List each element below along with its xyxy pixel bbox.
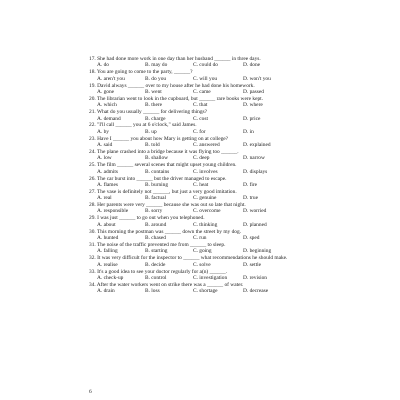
answer-option: C. answered [193,142,220,149]
question-item [89,269,321,282]
answer-option: D. true [243,195,258,202]
question-stem: 24. The plane crashed into a bridge because it was flying too ______. [89,148,239,155]
answer-option: D. where [243,102,263,109]
answer-option: C. cost [193,115,208,122]
answer-option: B. contains [145,168,170,175]
answer-option: D. beginning [243,248,272,255]
answer-option: D. done [243,62,261,69]
answer-option: B. there [145,102,163,109]
answer-option: D. passed [243,88,264,95]
answer-options [89,129,321,135]
answer-option: A. said [97,142,113,149]
answer-option: D. price [243,115,261,122]
answer-option: D. sped [243,235,260,242]
answer-option: C. will you [193,75,218,82]
answer-option: A. about [97,221,116,228]
answer-option: A. which [97,102,117,109]
answer-option: B. shallow [145,155,169,162]
answer-option: D. revision [243,274,267,281]
answer-option: C. run [193,235,207,242]
answer-option: B. chased [145,235,166,242]
answer-option: A. real [97,195,112,202]
question-item [89,215,321,228]
answer-option: C. involves [193,168,218,175]
question-stem: 25. The film ______ several scenes that might upset young children. [89,162,237,169]
question-stem: 27. The vase is definitely not ______, but just a very good imitation. [89,188,237,195]
answer-option: A. aren't you [97,75,125,82]
answer-option: C. that [193,102,208,109]
question-item [89,109,321,122]
question-stem: 19. David always ______ over to my house after he had done his homework. [89,82,255,89]
answer-option: B. burning [145,181,169,188]
answer-option: D. explained [243,142,271,149]
answer-option: D. planned [243,221,267,228]
answer-option: C. shortage [193,288,218,295]
answer-option: A. falling [97,248,118,255]
question-stem: 32. It was very difficult for the inspector to ______ what recommendations he should make. [89,255,288,262]
answer-option: C. thinking [193,221,218,228]
question-stem: 34. After the water workers went on strike there was a ______ of water. [89,281,244,288]
answer-options [89,155,321,161]
answer-option: B. told [145,142,160,149]
question-stem: 29. I was just ______ to go out when you telephoned. [89,215,205,222]
answer-options [89,76,321,82]
answer-option: B. charge [145,115,166,122]
answer-option: D. in [243,128,254,135]
answer-option: C. going [193,248,212,255]
answer-option: B. loss [145,288,160,295]
answer-option: A. check-up [97,274,124,281]
page-number: 6 [89,389,92,395]
answer-options [89,89,321,95]
answer-option: D. decrease [243,288,269,295]
answer-option: D. fire [243,181,258,188]
answer-option: A. drain [97,288,115,295]
answer-options [89,275,321,281]
answer-option: B. decide [145,261,166,268]
question-item [89,229,321,242]
answer-options [89,116,321,122]
question-item [89,255,321,268]
answer-option: B. factual [145,195,166,202]
question-stem: 17. She had done more work in one day than her husband ______ in three days. [89,56,261,62]
question-item [89,69,321,82]
question-stem: 23. Have I ______ you about how Mary is getting on at college? [89,135,229,142]
answer-option: B. up [145,128,157,135]
question-list [89,56,321,295]
answer-options [89,182,321,188]
question-item [89,96,321,109]
answer-options [89,222,321,228]
answer-option: C. came [193,88,211,95]
answer-options [89,208,321,214]
answer-option: A. demand [97,115,121,122]
question-item [89,242,321,255]
answer-option: A. admits [97,168,118,175]
answer-option: C. solve [193,261,211,268]
question-stem: 30. This morning the postman was ______ down the street by my dog. [89,228,242,235]
answer-options [89,62,321,68]
answer-option: C. could do [193,62,219,69]
question-item [89,202,321,215]
answer-options [89,102,321,108]
question-stem: 21. What do you usually ______ for delivering things? [89,109,208,116]
question-item [89,189,321,202]
answer-option: A. gone [97,88,115,95]
answer-options [89,248,321,254]
answer-option: A. do [97,62,109,69]
answer-option: B. sorry [145,208,163,215]
question-item [89,282,321,295]
answer-option: D. narrow [243,155,265,162]
question-item [89,149,321,162]
answer-option: B. control [145,274,167,281]
question-stem: 20. The librarian went to look in the cupboard, but ______ rare books were kept. [89,95,264,102]
answer-option: C. heat [193,181,209,188]
answer-options [89,262,321,268]
answer-option: D. displays [243,168,268,175]
answer-option: C. deep [193,155,210,162]
question-stem: 22. "I'll call ______ you at 6 o'clock," said James. [89,122,197,129]
question-item [89,136,321,149]
answer-option: B. went [145,88,162,95]
answer-option: C. investigation [193,274,228,281]
answer-option: A. low [97,155,112,162]
answer-option: A. hunted [97,235,119,242]
answer-option: B. do you [145,75,167,82]
answer-option: D. won't you [243,75,271,82]
answer-option: B. starting [145,248,168,255]
question-item [89,83,321,96]
answer-options [89,195,321,201]
question-stem: 33. It's a good idea to see your doctor regularly for a(n) ______. [89,268,228,275]
answer-options [89,235,321,241]
question-item [89,176,321,189]
question-stem: 28. Her parents were very ______ because she was out so late that night. [89,202,246,209]
question-stem: 26. The car burst into ______ but the driver managed to escape. [89,175,227,182]
answer-option: A. flames [97,181,118,188]
answer-option: D. worried [243,208,267,215]
answer-options [89,142,321,148]
answer-option: A. responsible [97,208,129,215]
answer-option: B. around [145,221,167,228]
answer-option: C. genuine [193,195,217,202]
question-item [89,56,321,69]
answer-option: C. for [193,128,206,135]
answer-options [89,169,321,175]
answer-option: D. settle [243,261,261,268]
answer-options [89,288,321,294]
question-stem: 18. You are going to come to the party, ______? [89,69,193,76]
question-item [89,122,321,135]
answer-option: A. realise [97,261,118,268]
question-stem: 31. The noise of the traffic prevented me from ______ to sleep. [89,241,226,248]
answer-option: B. may do [145,62,168,69]
answer-option: A. by [97,128,109,135]
question-item [89,162,321,175]
answer-option: C. overcome [193,208,221,215]
